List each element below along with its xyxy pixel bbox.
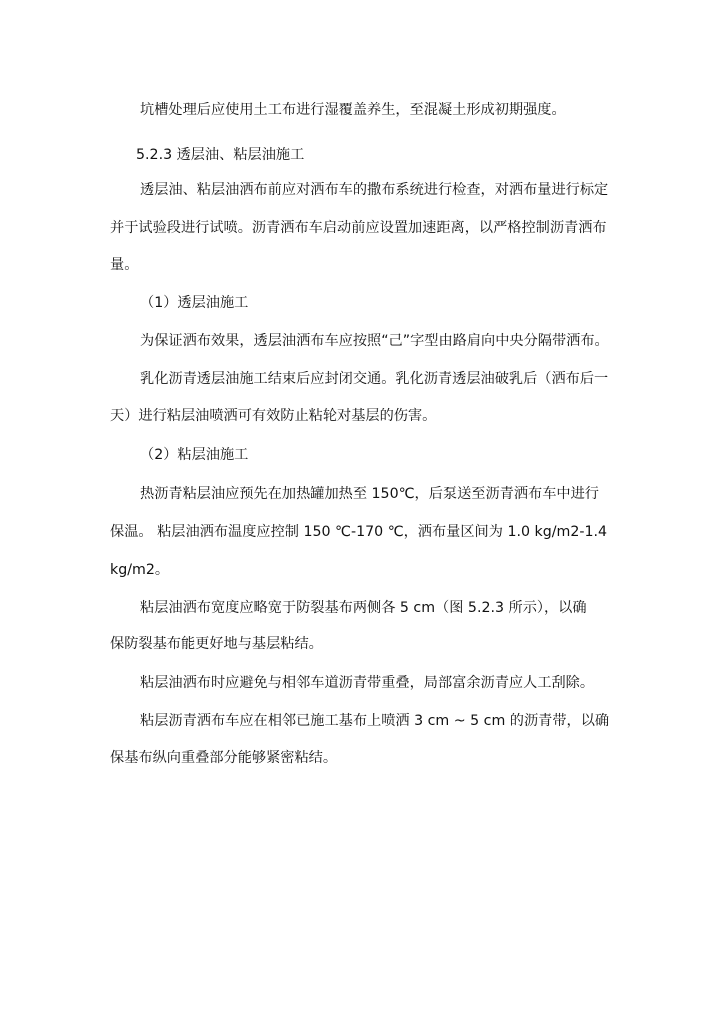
subsection-heading: （1）透层油施工 <box>140 295 249 311</box>
paragraph-line: 坑槽处理后应使用土工布进行湿覆盖养生，至混凝土形成初期强度。 <box>140 102 566 118</box>
paragraph-line: 粘层沥青洒布车应在相邻已施工基布上喷洒 3 cm ~ 5 cm 的沥青带，以确 <box>140 713 610 729</box>
paragraph-line: 并于试验段进行试喷。沥青洒布车启动前应设置加速距离，以严格控制沥青洒布 <box>110 220 607 236</box>
paragraph-line: 保温。 粘层油洒布温度应控制 150 ℃-170 ℃，洒布量区间为 1.0 kg/m2-1.4 <box>110 524 608 540</box>
paragraph-line: kg/m2。 <box>110 562 170 578</box>
paragraph-line: 天）进行粘层油喷洒可有效防止粘轮对基层的伤害。 <box>110 408 437 424</box>
paragraph-line: 为保证洒布效果，透层油洒布车应按照“己”字型由路肩向中央分隔带洒布。 <box>140 333 609 349</box>
paragraph-line: 粘层油洒布时应避免与相邻车道沥青带重叠，局部富余沥青应人工刮除。 <box>140 675 595 691</box>
section-heading: 5.2.3 透层油、粘层油施工 <box>136 147 305 163</box>
paragraph-line: 透层油、粘层油洒布前应对洒布车的撒布系统进行检查，对洒布量进行标定 <box>140 182 609 198</box>
paragraph-line: 保防裂基布能更好地与基层粘结。 <box>110 636 323 652</box>
paragraph-line: 热沥青粘层油应预先在加热罐加热至 150℃，后泵送至沥青洒布车中进行 <box>140 486 599 502</box>
paragraph-line: 乳化沥青透层油施工结束后应封闭交通。乳化沥青透层油破乳后（洒布后一 <box>140 371 609 387</box>
paragraph-line: 保基布纵向重叠部分能够紧密粘结。 <box>110 750 338 766</box>
paragraph-line: 粘层油洒布宽度应略宽于防裂基布两侧各 5 cm（图 5.2.3 所示），以确 <box>140 600 587 616</box>
subsection-heading: （2）粘层油施工 <box>140 447 249 463</box>
paragraph-line: 量。 <box>110 257 139 273</box>
